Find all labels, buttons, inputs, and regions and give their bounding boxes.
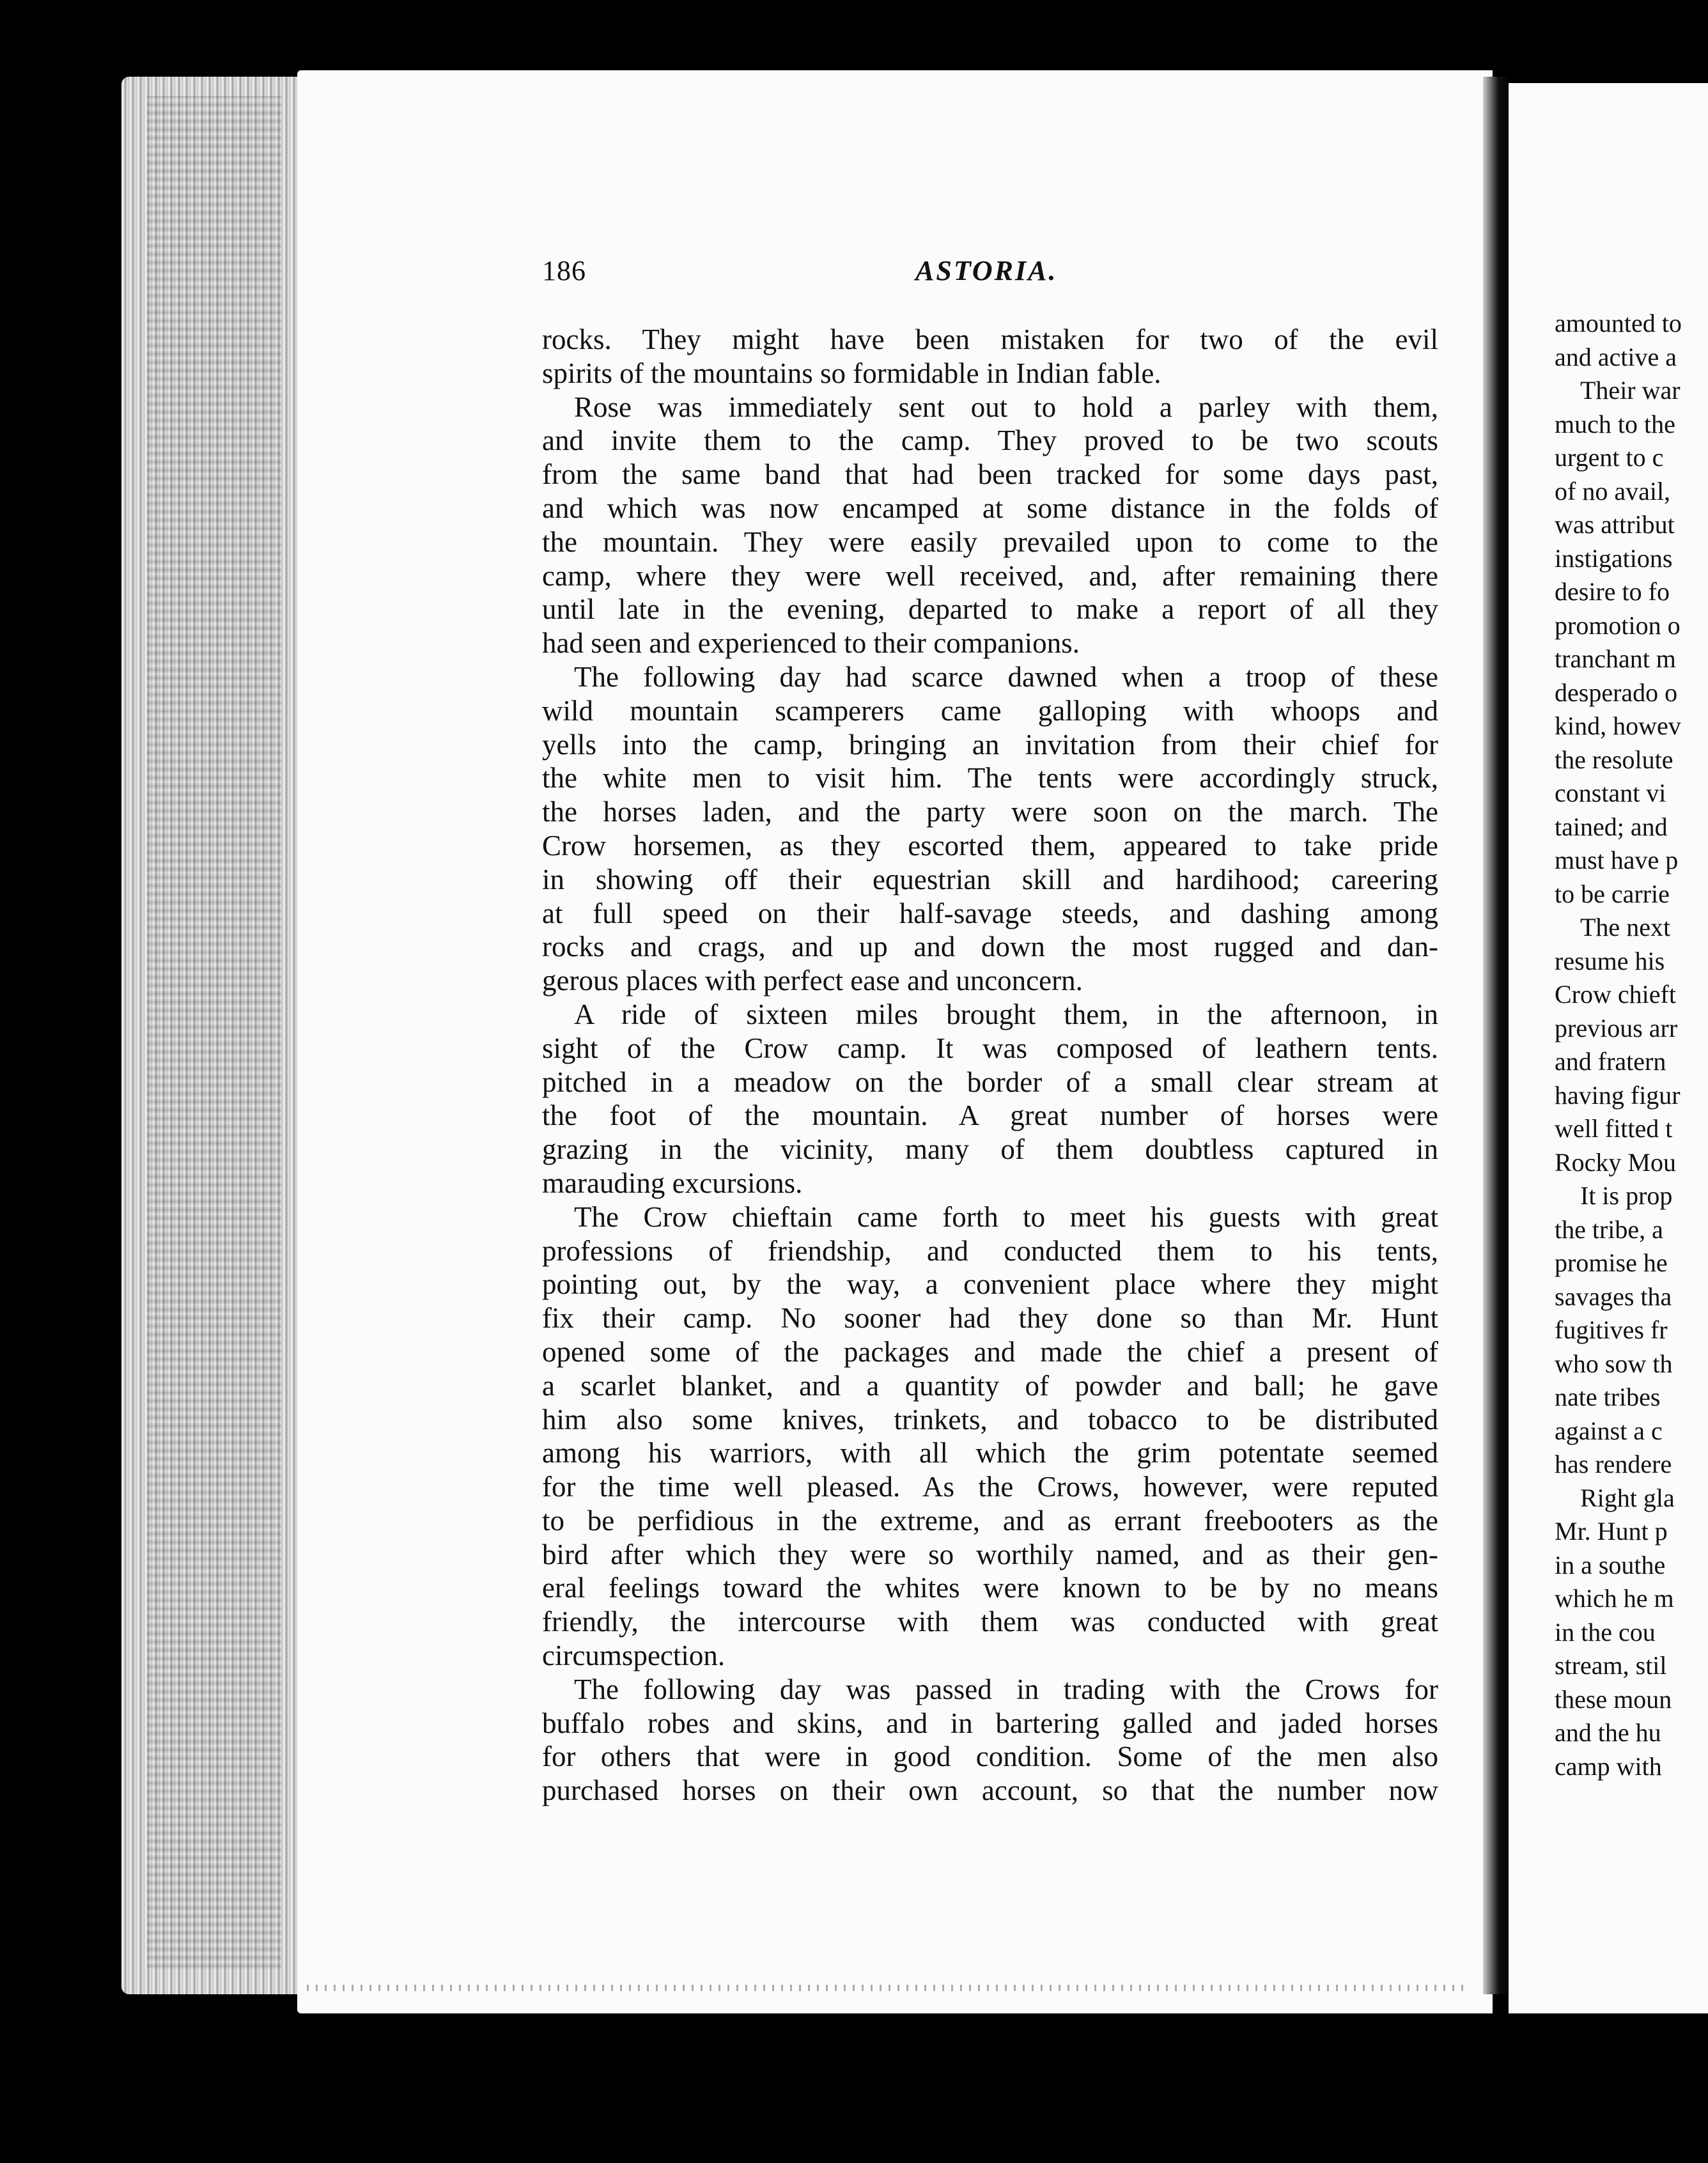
text-line: sight of the Crow camp. It was composed of leathern tents. [542, 1032, 1438, 1064]
text-line: purchased horses on their own account, so that the number now [542, 1774, 1438, 1807]
right-page-line: having figur [1555, 1080, 1681, 1110]
text-line: pitched in a meadow on the border of a small clear stream at [542, 1066, 1438, 1098]
text-line: bird after which they were so worthily named, and as their gen- [542, 1538, 1438, 1570]
right-page-line: savages tha [1555, 1282, 1672, 1311]
right-page-line: kind, howev [1555, 711, 1681, 740]
text-line: the foot of the mountain. A great number of horses were [542, 1099, 1438, 1132]
text-line: eral feelings toward the whites were known to be by no means [542, 1572, 1438, 1604]
right-page-line: the resolute [1555, 745, 1673, 774]
text-line: a scarlet blanket, and a quantity of powder and ball; he gave [542, 1369, 1438, 1402]
page-edge-stack [121, 77, 300, 1994]
right-page-line: fugitives fr [1555, 1315, 1668, 1344]
right-page-line: tained; and [1555, 812, 1668, 841]
right-page-line: stream, stil [1555, 1651, 1667, 1680]
right-page-line: instigations [1555, 543, 1673, 573]
right-page-line: resume his [1555, 946, 1665, 975]
text-line: rocks and crags, and up and down the most rugged and dan- [542, 931, 1438, 963]
right-page-line: and the hu [1555, 1718, 1661, 1747]
right-page-line: against a c [1555, 1416, 1663, 1445]
right-page-line: desperado o [1555, 678, 1678, 707]
text-line: the mountain. They were easily prevailed upon to come to the [542, 525, 1438, 558]
text-line: the white men to visit him. The tents were accordingly struck, [542, 762, 1438, 795]
text-line: circumspection. [542, 1640, 726, 1672]
right-page-text [1555, 307, 1708, 1783]
text-line: until late in the evening, departed to make a report of all they [542, 593, 1438, 626]
text-line: to be perfidious in the extreme, and as errant freebooters as the [542, 1504, 1438, 1537]
right-page-line: Mr. Hunt p [1555, 1517, 1668, 1546]
body-text [542, 323, 1438, 1808]
text-line: and which was now encamped at some distance in the folds of [542, 492, 1438, 524]
text-line: him also some knives, trinkets, and tobacco to be distributed [542, 1403, 1438, 1436]
text-line: at full speed on their half-savage steeds, and dashing among [542, 897, 1438, 929]
page-number: 186 [542, 255, 586, 286]
right-page-line: desire to fo [1555, 577, 1670, 606]
text-line: among his warriors, with all which the grim potentate seemed [542, 1437, 1438, 1469]
text-line: rocks. They might have been mistaken for two of the evil [542, 323, 1438, 355]
right-page-line: Rocky Mou [1555, 1147, 1676, 1177]
right-page-line: previous arr [1555, 1013, 1678, 1043]
text-line: fix their camp. No sooner had they done so than Mr. Hunt [542, 1302, 1438, 1335]
page-bottom-edge [307, 1985, 1470, 1991]
text-line: gerous places with perfect ease and unconcern. [542, 965, 1083, 997]
text-line: Rose was immediately sent out to hold a parley with them, [574, 391, 1438, 423]
right-page-line: much to the [1555, 409, 1675, 438]
right-page-line: It is prop [1580, 1181, 1673, 1210]
right-page-line: tranchant m [1555, 644, 1676, 673]
text-line: buffalo robes and skins, and in bartering galled and jaded horses [542, 1707, 1438, 1739]
right-page-line: and fratern [1555, 1047, 1666, 1076]
running-title: ASTORIA. [915, 255, 1058, 286]
right-page-line: the tribe, a [1555, 1214, 1663, 1244]
right-page-line: promotion o [1555, 610, 1681, 640]
right-page-line: constant vi [1555, 779, 1666, 807]
right-page-line: nate tribes [1555, 1383, 1661, 1411]
text-line: from the same band that had been tracked for some days past, [542, 458, 1438, 491]
right-page-line: who sow th [1555, 1349, 1673, 1378]
right-page-line: to be carrie [1555, 879, 1670, 908]
text-line: marauding excursions. [542, 1167, 803, 1199]
text-line: Crow horsemen, as they escorted them, appeared to take pride [542, 829, 1438, 862]
text-line: had seen and experienced to their companions. [542, 627, 1080, 660]
text-line: friendly, the intercourse with them was conducted with great [542, 1606, 1438, 1638]
text-line: yells into the camp, bringing an invitation from their chief for [542, 728, 1438, 761]
right-page-line: urgent to c [1555, 443, 1664, 472]
right-page-line: these moun [1555, 1684, 1672, 1714]
right-page-line: in the cou [1555, 1617, 1656, 1647]
text-line: in showing off their equestrian skill and hardihood; careering [542, 863, 1438, 895]
running-head [542, 254, 1437, 299]
right-page-line: and active a [1555, 342, 1677, 371]
right-page-line: well fitted t [1555, 1114, 1673, 1143]
right-page-line: Their war [1580, 376, 1681, 405]
right-page-line: amounted to [1555, 309, 1682, 337]
text-line: A ride of sixteen miles brought them, in the afternoon, in [574, 998, 1438, 1030]
text-line: and invite them to the camp. They proved to be two scouts [542, 424, 1438, 457]
right-page-line: The next [1580, 913, 1671, 942]
text-line: The Crow chieftain came forth to meet his guests with great [574, 1200, 1438, 1233]
book-gutter [1483, 77, 1509, 1994]
text-line: opened some of the packages and made the chief a present of [542, 1335, 1438, 1368]
right-page-line: in a southe [1555, 1550, 1666, 1579]
right-page-line: camp with [1555, 1751, 1662, 1781]
right-page-line: which he m [1555, 1584, 1674, 1613]
right-page-line: Crow chieft [1555, 980, 1676, 1009]
text-line: professions of friendship, and conducted them to his tents, [542, 1234, 1438, 1267]
text-line: spirits of the mountains so formidable in Indian fable. [542, 357, 1161, 389]
text-line: The following day was passed in trading with the Crows for [574, 1673, 1438, 1705]
right-page-line: promise he [1555, 1248, 1668, 1277]
text-line: grazing in the vicinity, many of them doubtless captured in [542, 1133, 1438, 1166]
right-page-line: Right gla [1580, 1483, 1675, 1512]
right-page-line: was attribut [1555, 510, 1675, 539]
right-page-line: of no avail, [1555, 476, 1671, 506]
text-line: the horses laden, and the party were soon on the march. The [542, 796, 1438, 828]
text-line: The following day had scarce dawned when a troop of these [574, 660, 1438, 693]
right-page-line: has rendere [1555, 1450, 1672, 1478]
text-line: pointing out, by the way, a convenient place where they might [542, 1268, 1438, 1301]
text-line: wild mountain scamperers came galloping with whoops and [542, 694, 1438, 727]
right-page-line: must have p [1555, 846, 1679, 874]
text-line: for others that were in good condition. Some of the men also [542, 1740, 1438, 1773]
text-line: for the time well pleased. As the Crows, however, were reputed [542, 1471, 1438, 1503]
text-line: camp, where they were well received, and, after remaining there [542, 559, 1438, 592]
